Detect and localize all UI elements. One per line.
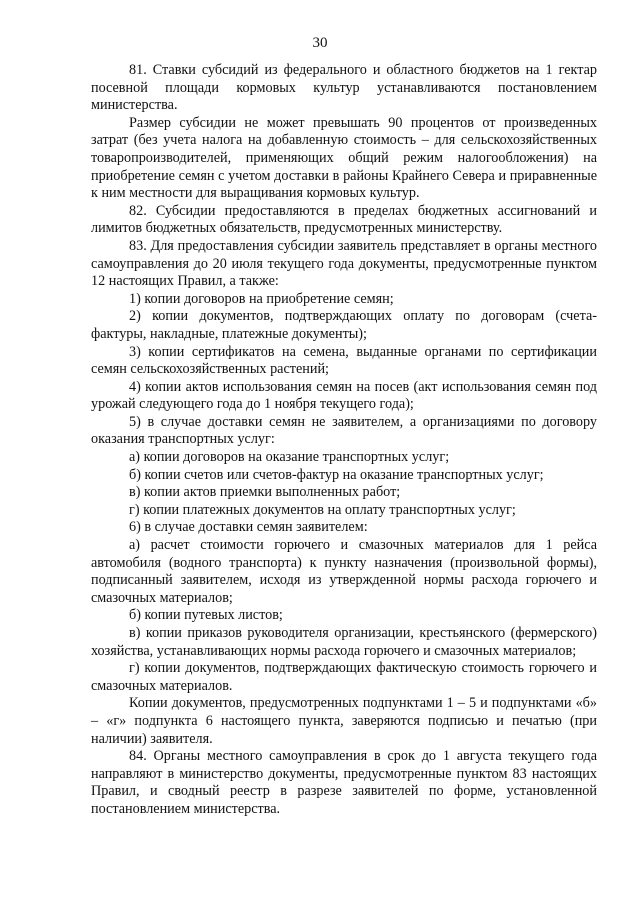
list-item-2: 2) копии документов, подтверждающих оплату по договорам (счета-фактуры, накладные, платежные документы); — [91, 308, 597, 342]
list-item-5a: а) копии договоров на оказание транспортных услуг; — [129, 449, 450, 466]
list-item-6: 6) в случае доставки семян заявителем: — [129, 519, 368, 536]
list-item-3: 3) копии сертификатов на семена, выданные органами по сертификации семян сельскохозяйственных растений; — [91, 343, 597, 378]
list-item-6g: г) копии документов, подтверждающих фактическую стоимость горючего и смазочных материалов. — [91, 660, 597, 694]
document-body — [91, 62, 597, 819]
list-item-5v: в) копии актов приемки выполненных работ; — [129, 484, 401, 501]
paragraph-81: 81. Ставки субсидий из федерального и областного бюджетов на 1 гектар посевной площади кормовых культур устанавливаются постановлением министерства. — [91, 62, 597, 114]
paragraph-82: 82. Субсидии предоставляются в пределах бюджетных ассигнований и лимитов бюджетных обязательств, предусмотренных министерству. — [91, 202, 597, 237]
list-item-6a: а) расчет стоимости горючего и смазочных материалов для 1 рейса автомобиля (водного транспорта) к пункту назначения (произвольной формы), подписанный заявителем, исходя из утвержденной нормы расхода горючего и смазочных материалов; — [91, 537, 597, 606]
list-item-6b: б) копии путевых листов; — [129, 607, 283, 624]
list-item-5g: г) копии платежных документов на оплату транспортных услуг; — [129, 501, 516, 518]
list-item-5b: б) копии счетов или счетов-фактур на оказание транспортных услуг; — [129, 466, 544, 483]
page-number: 30 — [312, 35, 328, 51]
list-item-6v: в) копии приказов руководителя организации, крестьянского (фермерского) хозяйства, устанавливающих нормы расхода горючего и смазочных материалов; — [91, 625, 597, 659]
list-item-5: 5) в случае доставки семян не заявителем, а организациями по договору оказания транспортных услуг: — [91, 413, 597, 448]
paragraph-copies-certification: Копии документов, предусмотренных подпунктами 1 – 5 и подпунктами «б» – «г» подпункта 6 настоящего пункта, заверяются подписью и печатью (при наличии) заявителя. — [91, 695, 597, 747]
paragraph-84: 84. Органы местного самоуправления в срок до 1 августа текущего года направляют в министерство документы, предусмотренные пунктом 83 настоящих Правил, и сводный реестр в разрезе заявителей по форме, установленной постановлением министерства. — [91, 748, 597, 817]
paragraph-83: 83. Для предоставления субсидии заявитель представляет в органы местного самоуправления до 20 июля текущего года документы, предусмотренные пунктом 12 настоящих Правил, а также: — [91, 237, 597, 290]
paragraph-subsidy-size: Размер субсидии не может превышать 90 процентов от произведенных затрат (без учета налога на добавленную стоимость – для сельскохозяйственных товаропроизводителей, применяющих общий режим налогообложения) на приобретение семян с учетом доставки в районы Крайнего Севера и приравненные к ним местности для выращивания кормовых культур. — [91, 114, 597, 202]
list-item-4: 4) копии актов использования семян на посев (акт использования семян под урожай следующего года до 1 ноября текущего года); — [91, 378, 597, 413]
list-item-1: 1) копии договоров на приобретение семян; — [129, 290, 394, 307]
